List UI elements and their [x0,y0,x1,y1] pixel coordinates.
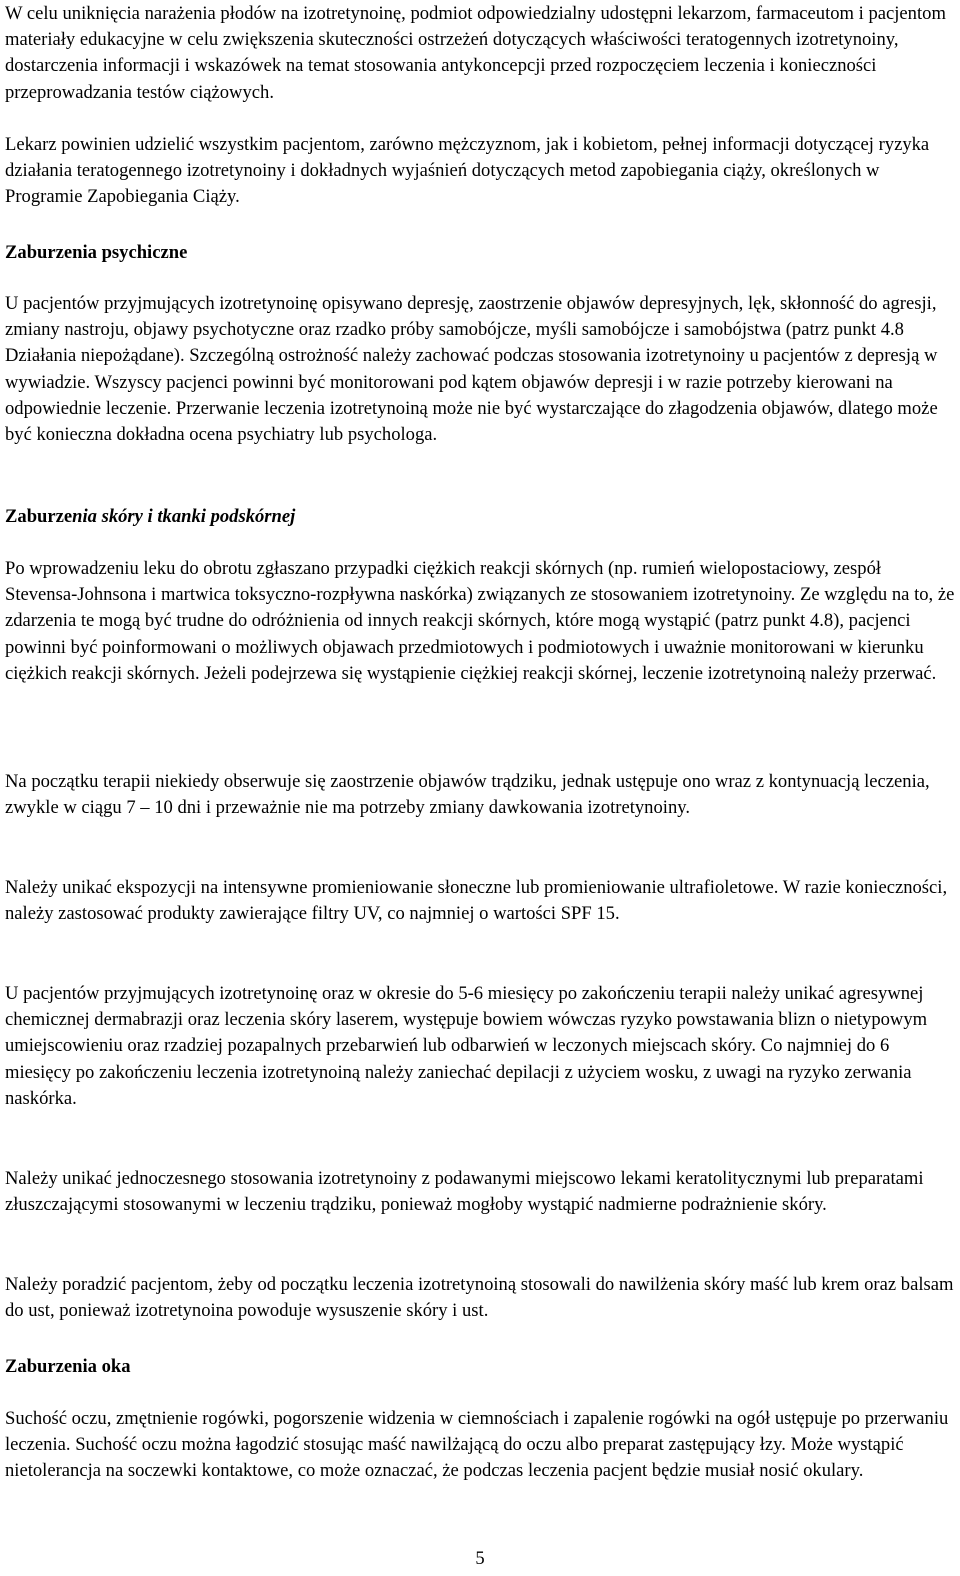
heading-skin-prefix: Zaburze [5,506,73,527]
heading-skin-disorders [5,504,295,530]
paragraph-acne-flare: Na początku terapii niekiedy obserwuje się zaostrzenie objawów trądziku, jednak ustępuje ono wraz z kontynuacją leczenia, zwykle w ciągu 7 – 10 dni i przeważnie nie ma potrzeby zmiany dawkowania izotretynoiny. [5,771,930,819]
paragraph-dermabrasion: U pacjentów przyjmujących izotretynoinę oraz w okresie do 5-6 miesięcy po zakończeniu terapii należy unikać agresywnej chemicznej dermabrazji oraz leczenia skóry laserem, występuje bowiem wówczas ryzyko powstawania blizn o nietypowym umiejscowieniu oraz rzadziej pozapalnych przebarwień lub odbarwień w leczonych miejscach skóry. Co najmniej do 6 miesięcy po zakończeniu leczenia izotretynoiną należy zaniechać depilacji z użyciem wosku, z uwagi na ryzyko zerwania naskórka. [5,983,928,1109]
paragraph-education-materials: W celu uniknięcia narażenia płodów na izotretynoinę, podmiot odpowiedzialny udostępni lekarzom, farmaceutom i pacjentom materiały edukacyjne w celu zwiększenia skuteczności ostrzeżeń dotyczących właściwości teratogennych izotretynoiny, dostarczenia informacji i wskazówek na temat stosowania antykoncepcji przed rozpoczęciem leczenia i konieczności przeprowadzania testów ciążowych. [5,3,946,103]
heading-psychiatric-disorders: Zaburzenia psychiczne [5,242,188,263]
paragraph-severe-skin-reactions: Po wprowadzeniu leku do obrotu zgłaszano przypadki ciężkich reakcji skórnych (np. rumień wielopostaciowy, zespół Stevensa-Johnsona i martwica toksyczno-rozpływna naskórka) związanych ze stosowaniem izotretynoiny. Ze względu na to, że zdarzenia te mogą być trudne do odróżnienia od innych reakcji skórnych, które mogą wystąpić (patrz punkt 4.8), pacjenci powinni być poinformowani o możliwych objawach przedmiotowych i podmiotowych i uważnie monitorowani w kierunku ciężkich reakcji skórnych. Jeżeli podejrzewa się wystąpienie ciężkiej reakcji skórnej, leczenie izotretynoiną należy przerwać. [5,558,955,684]
page-number: 5 [475,1548,485,1569]
heading-skin-rest: nia skóry i tkanki podskórnej [72,506,296,527]
paragraph-doctor-information: Lekarz powinien udzielić wszystkim pacjentom, zarówno mężczyznom, jak i kobietom, pełnej informacji dotyczącej ryzyka działania teratogennego izotretynoiny i dokładnych wyjaśnień dotyczących metod zapobiegania ciąży, określonych w Programie Zapobiegania Ciąży. [5,134,930,208]
paragraph-keratolytics: Należy unikać jednoczesnego stosowania izotretynoiny z podawanymi miejscowo lekami keratolitycznymi lub preparatami złuszczającymi stosowanymi w leczeniu trądziku, ponieważ mogłoby wystąpić nadmierne podrażnienie skóry. [5,1168,924,1216]
heading-eye-disorders: Zaburzenia oka [5,1356,131,1377]
paragraph-moisturizers: Należy poradzić pacjentom, żeby od początku leczenia izotretynoiną stosowali do nawilżenia skóry maść lub krem oraz balsam do ust, ponieważ izotretynoina powoduje wysuszenie skóry i ust. [5,1274,954,1322]
paragraph-eye: Suchość oczu, zmętnienie rogówki, pogorszenie widzenia w ciemnościach i zapalenie rogówki na ogół ustępuje po przerwaniu leczenia. Suchość oczu można łagodzić stosując maść nawilżającą do oczu albo preparat zastępujący łzy. Może wystąpić nietolerancja na soczewki kontaktowe, co może oznaczać, że podczas leczenia pacjent będzie musiał nosić okulary. [5,1408,949,1482]
paragraph-sun-exposure: Należy unikać ekspozycji na intensywne promieniowanie słoneczne lub promieniowanie ultrafioletowe. W razie konieczności, należy zastosować produkty zawierające filtry UV, co najmniej o wartości SPF 15. [5,877,948,925]
paragraph-psychiatric: U pacjentów przyjmujących izotretynoinę opisywano depresję, zaostrzenie objawów depresyjnych, lęk, skłonność do agresji, zmiany nastroju, objawy psychotyczne oraz rzadko próby samobójcze, myśli samobójcze i samobójstwa (patrz punkt 4.8 Działania niepożądane). Szczególną ostrożność należy zachować podczas stosowania izotretynoiny u pacjentów z depresją w wywiadzie. Wszyscy pacjenci powinni być monitorowani pod kątem objawów depresji i w razie potrzeby kierowani na odpowiednie leczenie. Przerwanie leczenia izotretynoiną może nie być wystarczające do złagodzenia objawów, dlatego może być konieczna dokładna ocena psychiatry lub psychologa. [5,293,938,446]
